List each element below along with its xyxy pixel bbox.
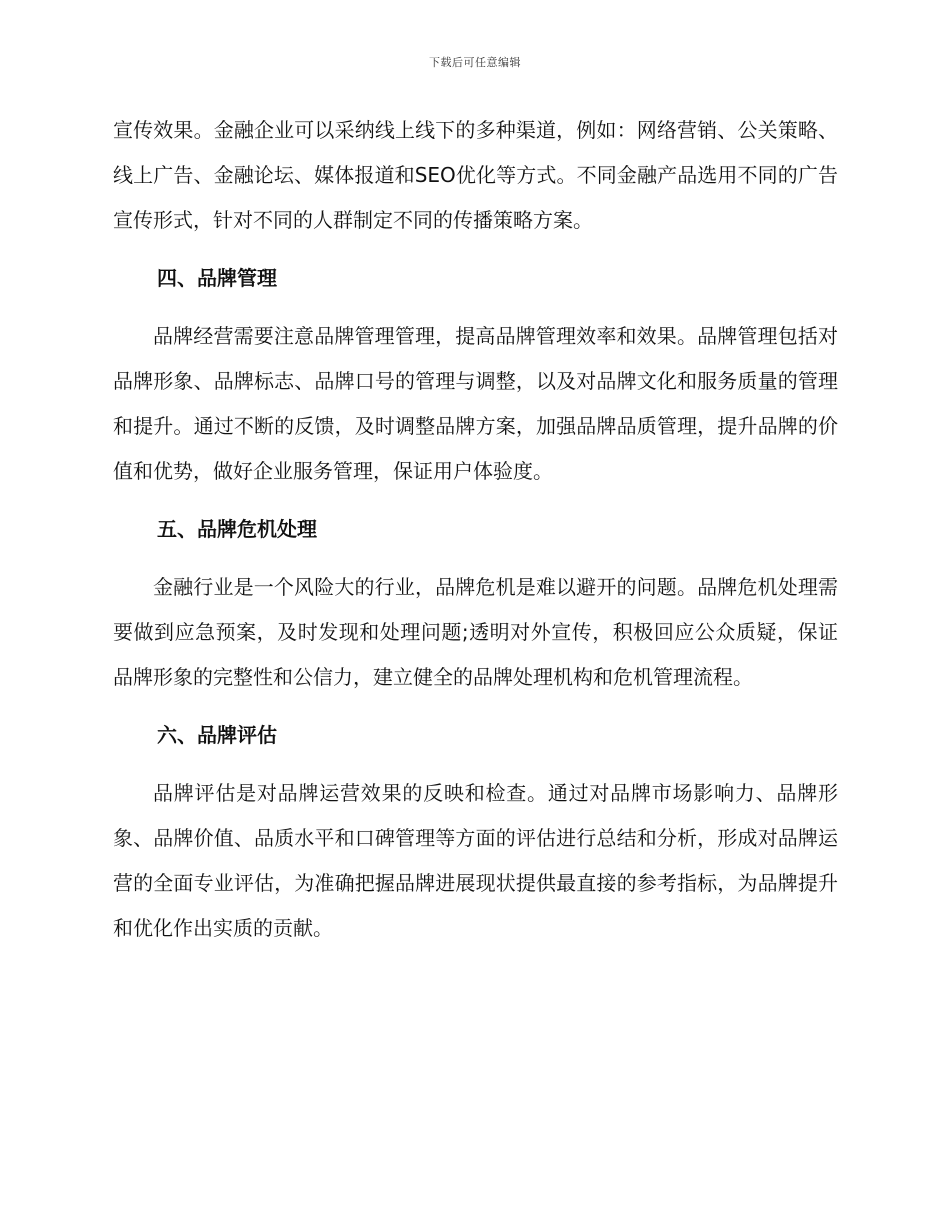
section-heading-crisis: 五、品牌危机处理 <box>157 517 317 541</box>
section-heading-evaluation: 六、品牌评估 <box>157 723 277 747</box>
evaluation-paragraph: 品牌评估是对品牌运营效果的反映和检查。通过对品牌市场影响力、品牌形象、品牌价值、品质水平和口碑管理等方面的评估进行总结和分析，形成对品牌运营的全面专业评估，为准确把握品牌进展现状提供最直接的参考指标，为品牌提升和优化作出实质的贡献。 <box>113 781 838 940</box>
section-heading-brand-management: 四、品牌管理 <box>157 266 277 290</box>
intro-paragraph: 宣传效果。金融企业可以采纳线上线下的多种渠道，例如：网络营销、公关策略、线上广告、金融论坛、媒体报道和SEO优化等方式。不同金融产品选用不同的广告宣传形式，针对不同的人群制定不同的传播策略方案。 <box>113 118 838 232</box>
brand-management-paragraph: 品牌经营需要注意品牌管理管理，提高品牌管理效率和效果。品牌管理包括对品牌形象、品牌标志、品牌口号的管理与调整，以及对品牌文化和服务质量的管理和提升。通过不断的反馈，及时调整品牌方案，加强品牌品质管理，提升品牌的价值和优势，做好企业服务管理，保证用户体验度。 <box>113 324 838 483</box>
crisis-paragraph: 金融行业是一个风险大的行业，品牌危机是难以避开的问题。品牌危机处理需要做到应急预案，及时发现和处理问题;透明对外宣传，积极回应公众质疑，保证品牌形象的完整性和公信力，建立健全的品牌处理机构和危机管理流程。 <box>113 575 838 689</box>
page-header: 下载后可任意编辑 <box>429 56 521 69</box>
document-body <box>113 108 838 951</box>
